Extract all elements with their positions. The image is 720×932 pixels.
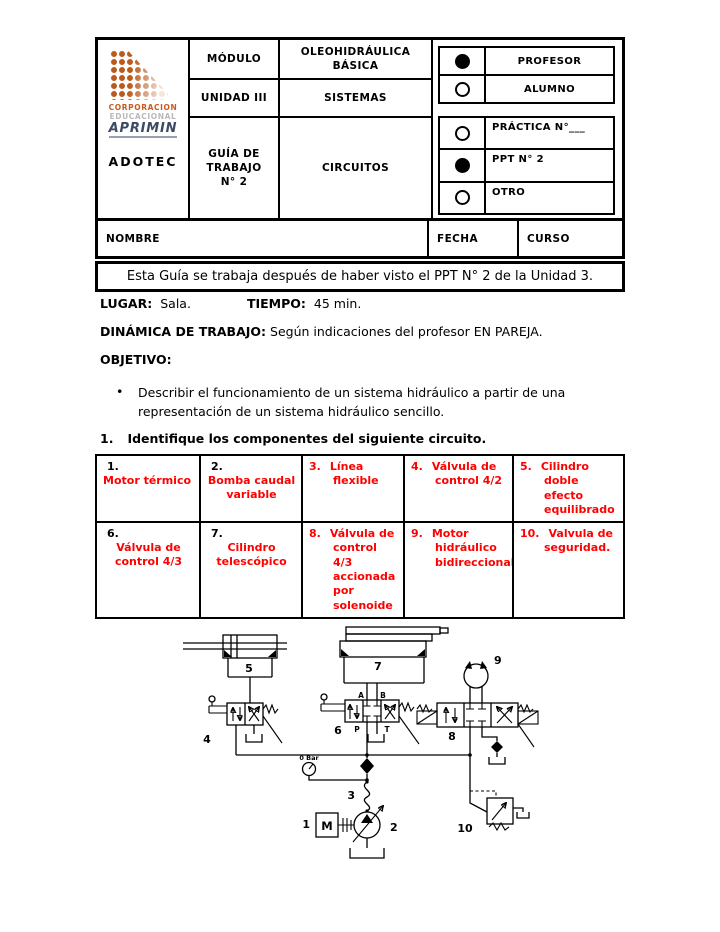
component-cell-2 [199,456,301,521]
flexible-line-symbol [347,780,369,812]
practica-check-circle [455,126,470,141]
question-text: Identifique los componentes del siguiente circuito. [127,431,487,446]
hydraulic-circuit-diagram [175,622,547,875]
header-table [95,37,625,259]
electric-motor-symbol [302,813,354,837]
component-8-number: 8. [309,527,321,541]
alumno-check-circle [455,82,470,97]
tank-symbol [350,838,384,858]
valve-4-2-symbol [203,696,282,755]
audience-row-alumno [440,74,613,102]
component-7-number: 7. [211,527,223,541]
ppt-check-circle [455,158,470,173]
component-7-name: Cilindro telescópico [216,541,287,569]
component-2-name: Bomba caudal variable [207,474,296,502]
otro-check-circle [455,190,470,205]
gauge-label: 0 Bar [299,754,319,762]
otro-label: OTRO [492,186,526,198]
ppt-label: PPT N° 2 [492,154,544,166]
component-cell-6 [97,521,199,617]
type-row-practica [440,118,613,148]
component-cell-1 [97,456,199,521]
curso-label: CURSO [517,221,622,256]
fecha-label: FECHA [427,221,517,256]
diagram-label-8: 8 [448,730,456,743]
bullet-marker: • [116,384,124,399]
modulo-value: OLEOHIDRÁULICA BÁSICA [300,45,411,72]
cylinder-double-acting-symbol [183,635,287,703]
component-cell-3 [301,456,403,521]
name-row [98,218,622,256]
port-a-label: A [358,691,364,700]
diagram-label-3: 3 [347,789,355,802]
diagram-label-4: 4 [203,733,211,746]
component-3-name: Línea flexible [329,460,379,488]
component-3-number: 3. [309,460,321,473]
header-label-column [190,40,280,218]
profesor-label: PROFESOR [517,55,582,67]
audience-table [438,46,615,104]
type-table [438,116,615,215]
components-table [95,454,625,619]
logo-brand: APRIMIN [108,121,178,136]
diagram-label-2: 2 [390,821,398,834]
component-4-name: Válvula de control 4/2 [431,460,503,488]
diagram-label-1: 1 [302,818,310,831]
objetivo-bullet [116,384,602,422]
check-valve-symbol [360,755,374,782]
notice-text: Esta Guía se trabaja después de haber visto el PPT N° 2 de la Unidad 3. [126,269,594,284]
component-cell-5 [512,456,623,521]
port-t-label: T [384,725,390,734]
component-9-number: 9. [411,527,423,541]
objetivo-heading: OBJETIVO: [100,352,172,367]
component-cell-4 [403,456,512,521]
component-10-name: Valvula de seguridad. [544,527,613,555]
type-row-otro [440,181,613,213]
lugar-value: Sala. [160,296,191,311]
component-cell-9 [403,521,515,617]
port-b-label: B [380,691,386,700]
diagram-label-10: 10 [457,822,473,835]
diagram-label-6: 6 [334,724,342,737]
component-6-name: Válvula de control 4/3 [114,541,183,569]
aprimin-logo-icon [110,50,168,100]
relief-valve-symbol [457,755,529,835]
header-value-column [280,40,433,218]
pressure-line [236,753,472,757]
logo-org-line1: CORPORACION [108,103,178,112]
practica-label: PRÁCTICA N°___ [492,122,586,133]
component-cell-7 [199,521,301,617]
dinamica-value: Según indicaciones del profesor EN PAREJA. [270,324,543,339]
diagram-label-9: 9 [494,654,502,667]
component-1-number: 1. [107,460,119,473]
hydraulic-motor-symbol [464,654,502,703]
logo-name: ADOTEC [108,154,178,169]
component-cell-8 [301,521,403,617]
header-check-panel [433,40,622,218]
component-5-number: 5. [520,460,532,473]
motor-m-label: M [321,819,333,833]
notice-box [95,261,625,292]
component-1-name: Motor térmico [103,474,192,487]
diagram-label-5: 5 [245,662,253,675]
component-cell-10 [512,521,623,617]
question-number: 1. [100,431,114,446]
guia-label: GUÍA DE TRABAJO N° 2 [206,147,262,189]
type-row-ppt [440,148,613,180]
profesor-check-circle [455,54,470,69]
component-2-number: 2. [211,460,223,473]
unidad-value: SISTEMAS [280,80,431,118]
question-heading [100,431,486,446]
gauge-symbol [299,754,368,782]
header-main [98,40,622,218]
objetivo-text: Describir el funcionamiento de un sistema hidráulico a partir de una representación de un sistema hidráulico sencillo. [138,385,566,419]
alumno-label: ALUMNO [523,83,576,95]
component-6-number: 6. [107,527,119,541]
logo-org-line2: EDUCACIONAL [109,112,177,121]
audience-row-profesor [440,48,613,74]
component-5-name: Cilindro doble efecto equilibrado [540,460,615,516]
component-8-name: Válvula de control 4/3 accionada por solenoide [329,527,396,612]
unidad-label: UNIDAD III [190,80,278,118]
dinamica-line [100,324,543,339]
guia-value: CIRCUITOS [321,161,390,174]
logo-cell [98,40,190,218]
diagram-label-7: 7 [374,660,382,673]
nombre-label: NOMBRE [106,232,160,245]
dinamica-label: DINÁMICA DE TRABAJO: [100,324,267,339]
tiempo-value: 45 min. [313,296,362,311]
cylinder-telescopic-symbol [340,627,448,700]
component-4-number: 4. [411,460,423,473]
variable-pump-symbol [353,806,398,842]
component-9-name: Motor hidráulico bidireccional [431,527,515,569]
component-10-number: 10. [520,527,540,541]
valve-4-3-symbol [321,691,419,755]
port-p-label: P [354,725,360,734]
modulo-label: MÓDULO [190,40,278,80]
lugar-line [100,296,361,311]
tiempo-label: TIEMPO: [246,296,306,311]
lugar-label: LUGAR: [100,296,153,311]
